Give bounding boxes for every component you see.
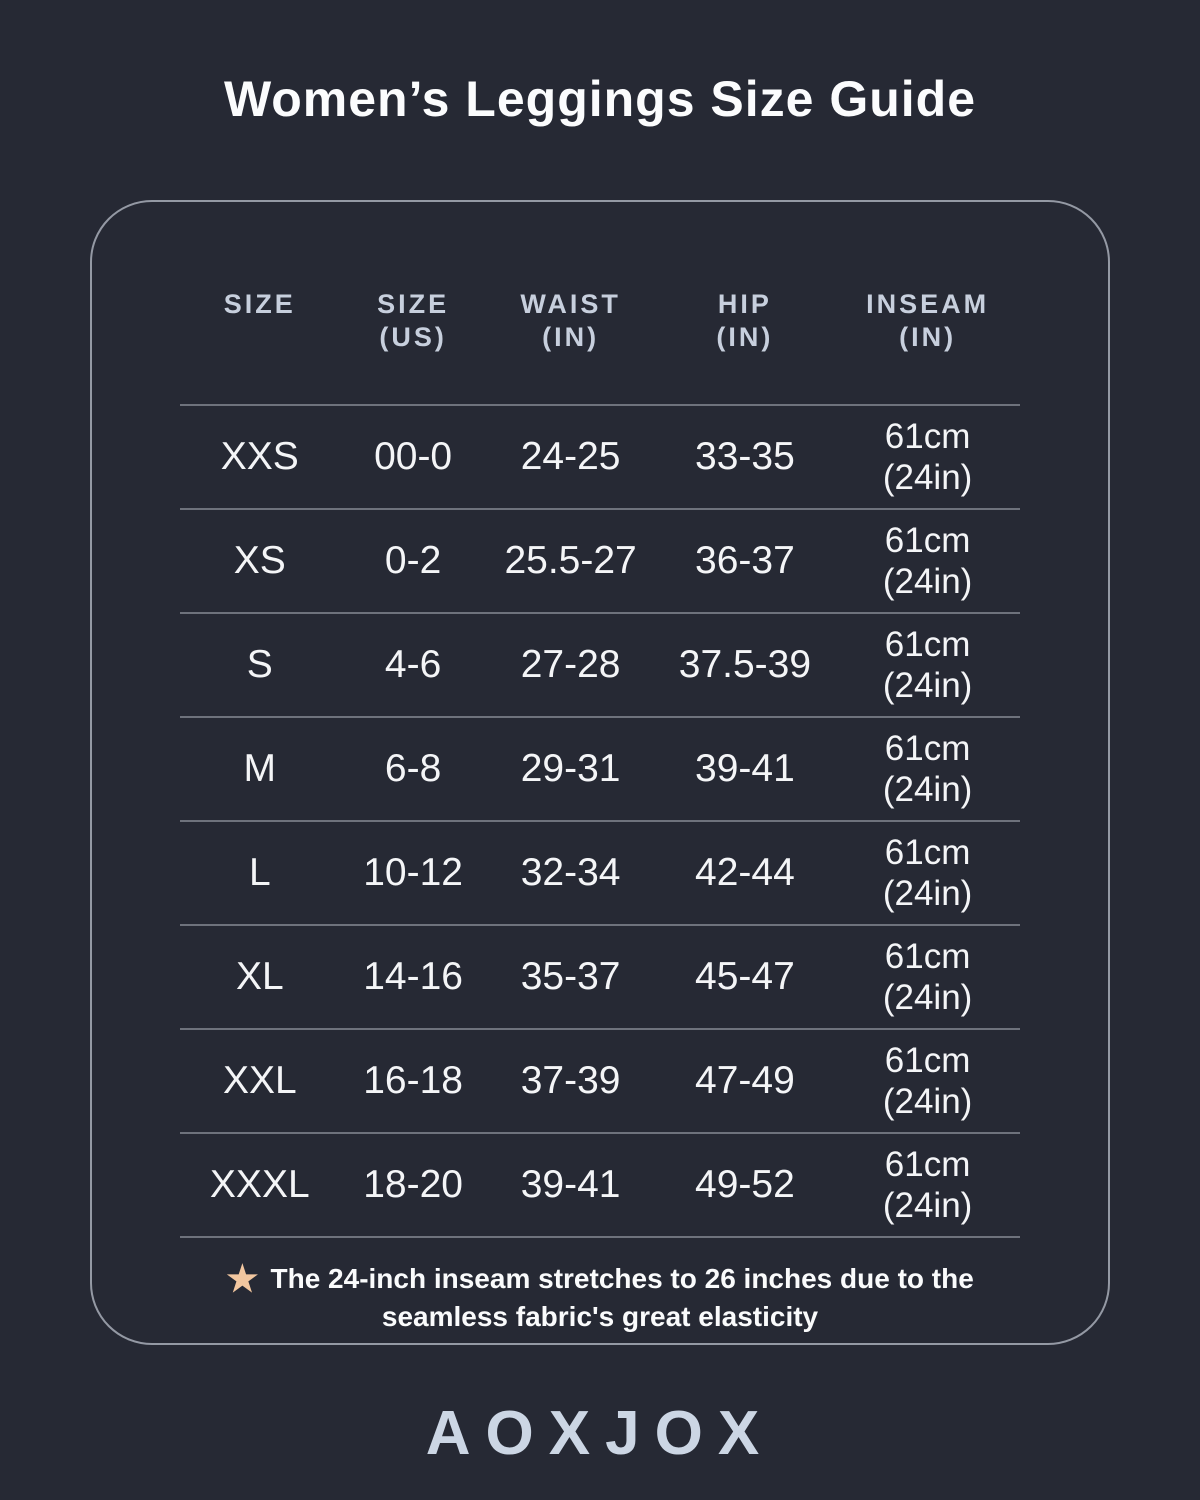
- hip-cell: 42-44: [695, 851, 795, 894]
- size-cell: S: [246, 643, 273, 686]
- inseam-in: (24in): [882, 874, 973, 913]
- inseam-cell: [835, 936, 1020, 1018]
- inseam-in: (24in): [882, 458, 973, 497]
- hip-cell: 39-41: [695, 747, 795, 790]
- star-icon: ★: [226, 1258, 259, 1299]
- inseam-in: (24in): [882, 1082, 973, 1121]
- size-us-cell: 10-12: [363, 851, 463, 894]
- inseam-cell: [835, 832, 1020, 914]
- column-header-waist-line2: (IN): [542, 322, 600, 352]
- table-row: [180, 406, 1020, 510]
- inseam-cell: [835, 1144, 1020, 1226]
- waist-cell: 32-34: [520, 851, 621, 894]
- inseam-in: (24in): [882, 666, 973, 705]
- size-cell: XL: [235, 955, 284, 998]
- size-cell: XXXL: [209, 1163, 310, 1206]
- size-us-cell: 6-8: [384, 747, 442, 790]
- footnote-line-2: seamless fabric's great elasticity: [381, 1301, 819, 1332]
- waist-cell: 39-41: [520, 1163, 621, 1206]
- column-header-size-us-line1: SIZE: [377, 289, 450, 319]
- size-guide-card: [90, 200, 1110, 1345]
- table-row: [180, 614, 1020, 718]
- table-row: [180, 510, 1020, 614]
- table-row: [180, 718, 1020, 822]
- column-header-hip-line2: (IN): [716, 322, 774, 352]
- hip-cell: 33-35: [695, 435, 795, 478]
- inseam-cm: 61cm: [884, 729, 971, 768]
- column-header-hip: [655, 288, 836, 354]
- column-header-size-us: [340, 288, 487, 354]
- inseam-in: (24in): [882, 562, 973, 601]
- size-us-cell: 18-20: [363, 1163, 463, 1206]
- size-us-cell: 4-6: [384, 643, 442, 686]
- inseam-cell: [835, 1040, 1020, 1122]
- size-us-cell: 14-16: [363, 955, 463, 998]
- size-cell: L: [248, 851, 271, 894]
- size-cell: XXS: [220, 435, 299, 478]
- waist-cell: 37-39: [520, 1059, 621, 1102]
- size-cell: XXL: [222, 1059, 297, 1102]
- inseam-cm: 61cm: [884, 1041, 971, 1080]
- inseam-in: (24in): [882, 1186, 973, 1225]
- hip-cell: 45-47: [695, 955, 795, 998]
- footnote-text-1: The 24-inch inseam stretches to 26 inches due to the: [270, 1263, 974, 1294]
- size-cell: M: [243, 747, 277, 790]
- inseam-cell: [835, 416, 1020, 498]
- column-header-size-line1: SIZE: [223, 289, 296, 319]
- column-header-inseam-line2: (IN): [899, 322, 957, 352]
- page-title: Women’s Leggings Size Guide: [223, 71, 977, 127]
- table-row: [180, 1134, 1020, 1238]
- inseam-cell: [835, 728, 1020, 810]
- waist-cell: 35-37: [520, 955, 621, 998]
- inseam-in: (24in): [882, 770, 973, 809]
- brand-logo: AOXJOX: [425, 1399, 775, 1468]
- inseam-cell: [835, 624, 1020, 706]
- table-header-row: [180, 288, 1020, 406]
- table-row: [180, 1030, 1020, 1134]
- hip-cell: 47-49: [695, 1059, 795, 1102]
- inseam-cm: 61cm: [884, 417, 971, 456]
- waist-cell: 24-25: [520, 435, 621, 478]
- inseam-cm: 61cm: [884, 937, 971, 976]
- table-row: [180, 926, 1020, 1030]
- inseam-cm: 61cm: [884, 625, 971, 664]
- column-header-hip-line1: HIP: [717, 289, 772, 319]
- column-header-inseam: [835, 288, 1020, 354]
- waist-cell: 27-28: [520, 643, 621, 686]
- size-us-cell: 0-2: [384, 539, 442, 582]
- footnote-line-1: [180, 1260, 1020, 1298]
- hip-cell: 37.5-39: [678, 643, 812, 686]
- waist-cell: 29-31: [520, 747, 621, 790]
- size-cell: XS: [233, 539, 286, 582]
- column-header-size-us-line2: (US): [379, 322, 447, 352]
- inseam-cm: 61cm: [884, 833, 971, 872]
- size-us-cell: 00-0: [374, 435, 453, 478]
- table-row: [180, 822, 1020, 926]
- column-header-inseam-line1: INSEAM: [866, 289, 990, 319]
- inseam-cm: 61cm: [884, 1145, 971, 1184]
- column-header-waist-line1: WAIST: [520, 289, 621, 319]
- hip-cell: 49-52: [695, 1163, 795, 1206]
- inseam-cell: [835, 520, 1020, 602]
- waist-cell: 25.5-27: [504, 539, 637, 582]
- hip-cell: 36-37: [695, 539, 795, 582]
- column-header-size: [180, 288, 340, 354]
- inseam-cm: 61cm: [884, 521, 971, 560]
- inseam-in: (24in): [882, 978, 973, 1017]
- footnote: [180, 1260, 1020, 1336]
- size-us-cell: 16-18: [363, 1059, 463, 1102]
- column-header-waist: [487, 288, 655, 354]
